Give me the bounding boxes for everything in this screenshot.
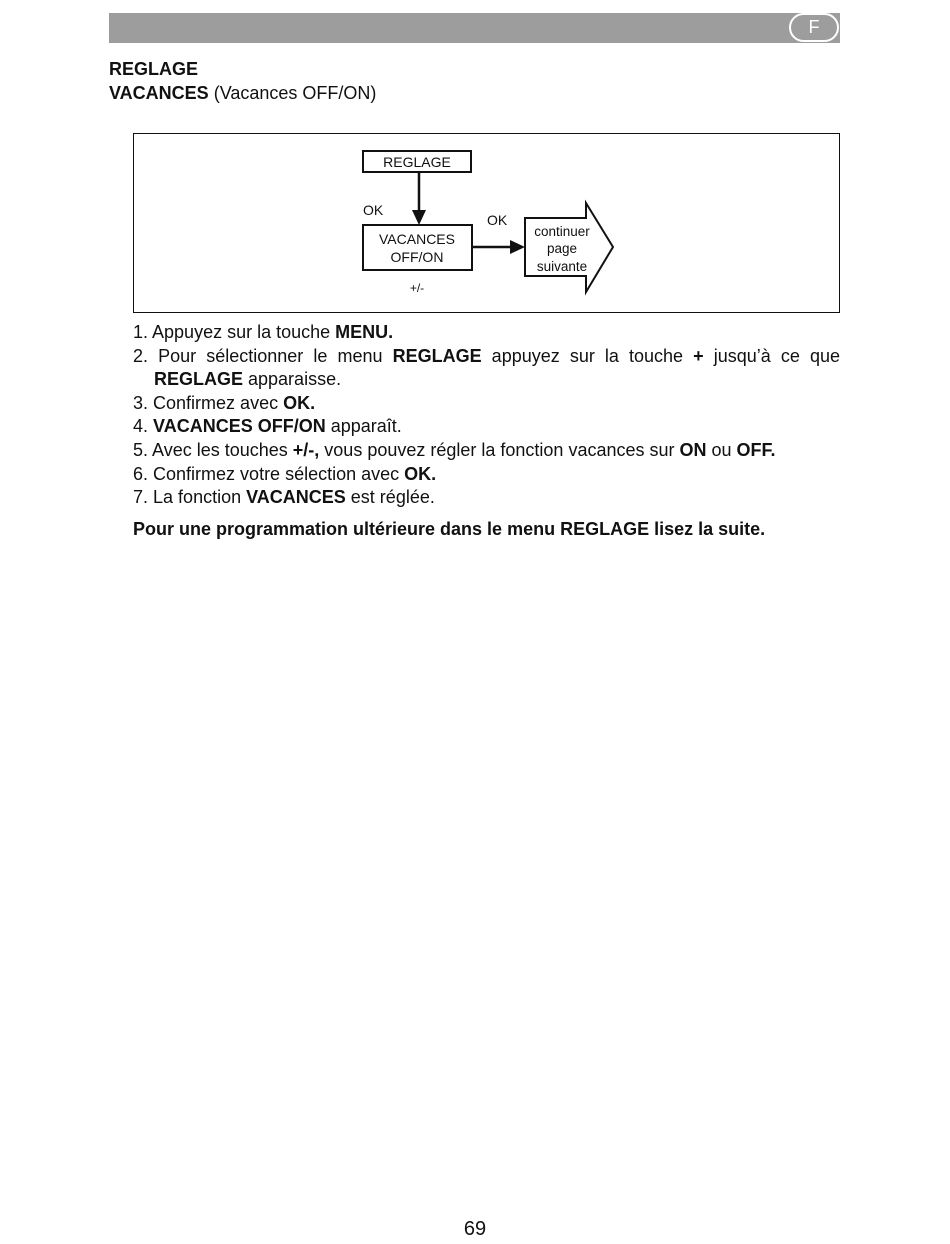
reglage-box-label: REGLAGE: [383, 154, 451, 170]
title-subtitle: (Vacances OFF/ON): [213, 83, 377, 103]
ok-right-arrowhead: [510, 240, 525, 254]
vacances-box-line1: VACANCES: [379, 231, 455, 247]
footer-note: Pour une programmation ultérieure dans le menu REGLAGE lisez la suite.: [133, 519, 766, 539]
header-bar: [109, 13, 840, 43]
step-6: 6. Confirmez votre sélection avec OK.: [133, 463, 437, 484]
vacances-box-line2: OFF/ON: [390, 249, 444, 265]
instruction-steps: [133, 321, 840, 510]
page-number: 69: [463, 1218, 487, 1240]
flow-diagram: [133, 133, 840, 313]
step-2: 2. Pour sélectionner le menu REGLAGE appuyez sur la touche + jusqu’à ce que REGLAGE apparaisse.: [133, 345, 840, 390]
title-vacances: VACANCES: [109, 83, 209, 103]
step-7: 7. La fonction VACANCES est réglée.: [133, 487, 435, 508]
language-badge: F: [789, 13, 839, 42]
section-title: [109, 57, 376, 105]
step-3: 3. Confirmez avec OK.: [133, 392, 316, 413]
title-reglage: REGLAGE: [109, 59, 199, 79]
step-5: 5. Avec les touches +/-, vous pouvez régler la fonction vacances sur ON ou OFF.: [133, 439, 776, 460]
continue-line3: suivante: [536, 259, 588, 274]
ok-down-label: OK: [363, 202, 384, 218]
continue-line2: page: [546, 241, 578, 256]
ok-down-arrowhead: [412, 210, 426, 225]
plus-minus-label: +/-: [409, 281, 425, 295]
continue-line1: continuer: [534, 224, 590, 239]
ok-right-label: OK: [487, 212, 508, 228]
step-1: 1. Appuyez sur la touche MENU.: [133, 322, 394, 342]
step-4: 4. VACANCES OFF/ON apparaît.: [133, 416, 402, 437]
